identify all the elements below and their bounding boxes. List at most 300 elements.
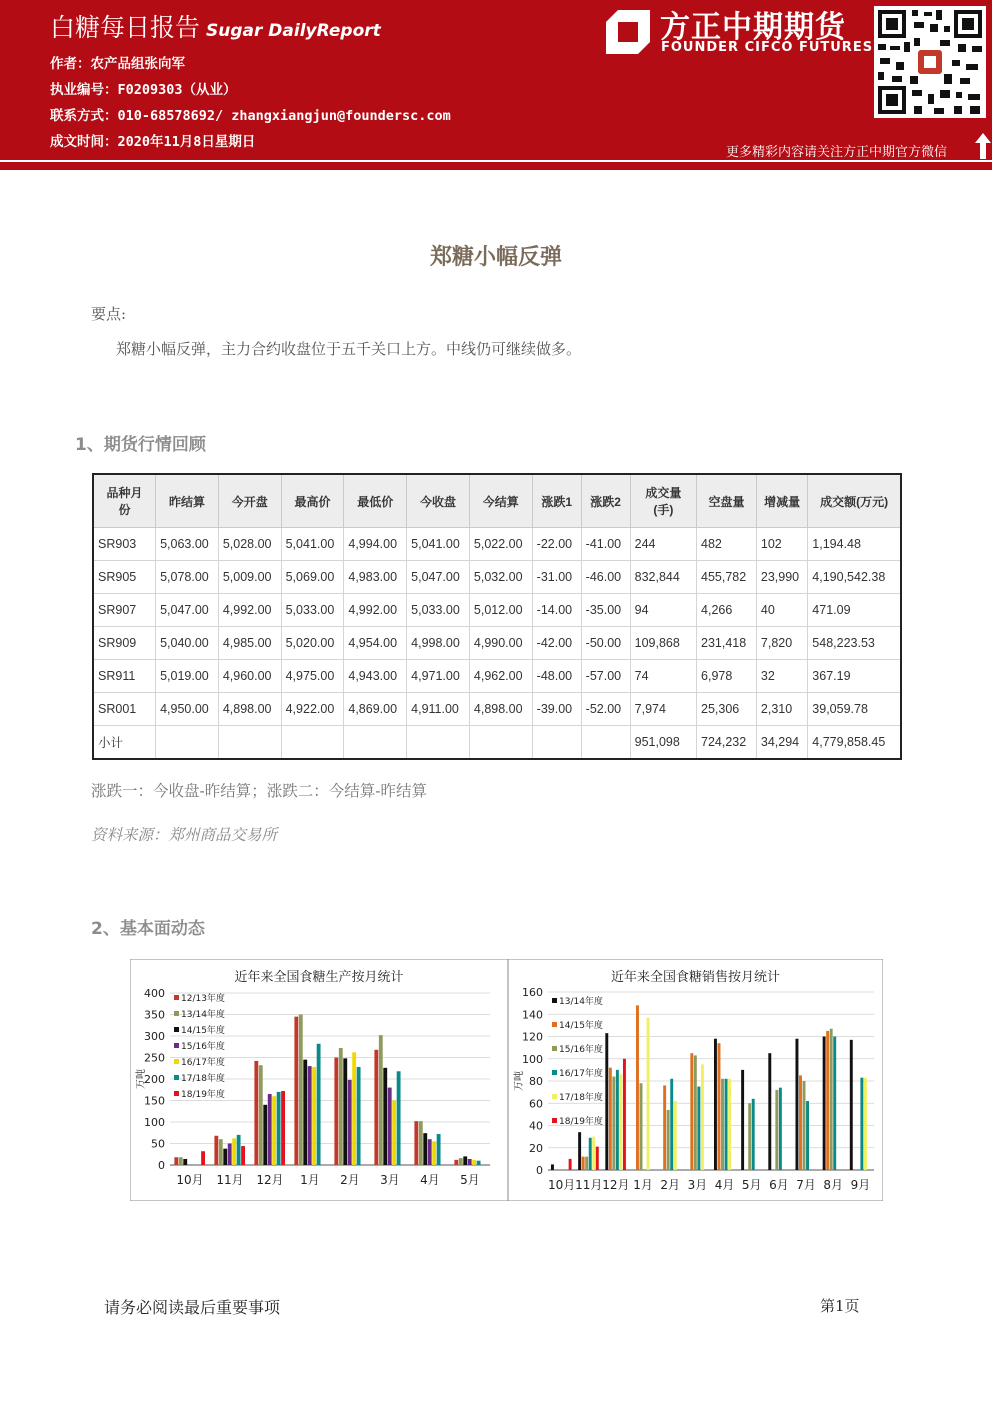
table-cell: -22.00	[532, 528, 581, 561]
table-cell: 471.09	[808, 594, 901, 627]
bar-12月-12/13年度	[254, 1061, 258, 1165]
bar-3月-14/15年度	[690, 1053, 693, 1170]
legend-swatch	[174, 1027, 179, 1032]
table-cell: 5,047.00	[156, 594, 219, 627]
table-row	[93, 660, 901, 693]
table-cell: 5,020.00	[281, 627, 344, 660]
table-cell: 4,898.00	[218, 693, 281, 726]
bar-3月-16/17年度	[697, 1087, 700, 1170]
bar-2月-16/17年度	[352, 1052, 356, 1165]
header-underline	[0, 162, 992, 170]
legend-swatch	[552, 1046, 557, 1051]
x-tick-label: 11月	[575, 1178, 603, 1192]
col-header-volume: 成交量 (手)	[630, 474, 696, 528]
table-cell: 548,223.53	[808, 627, 901, 660]
bar-12月-13/14年度	[259, 1065, 263, 1165]
table-cell: -14.00	[532, 594, 581, 627]
col-header-settle: 今结算	[469, 474, 532, 528]
col-header-turnover: 成交额(万元)	[808, 474, 901, 528]
bar-3月-17/18年度	[397, 1071, 401, 1165]
legend-swatch	[552, 1022, 557, 1027]
bar-11月-13/14年度	[219, 1139, 223, 1165]
x-tick-label: 2月	[660, 1178, 681, 1192]
bar-1月-14/15年度	[636, 1005, 639, 1170]
table-cell: 39,059.78	[808, 693, 901, 726]
bar-12月-17/18年度	[277, 1092, 281, 1165]
y-axis-label: 万吨	[136, 1069, 147, 1089]
company-name-cn: 方正中期期货	[660, 10, 846, 45]
x-tick-label: 2月	[340, 1173, 360, 1187]
bar-4月-15/16年度	[721, 1079, 724, 1170]
bar-1月-12/13年度	[294, 1017, 298, 1165]
bar-12月-15/16年度	[612, 1077, 615, 1170]
y-tick-label: 100	[522, 1052, 543, 1066]
arrow-up-icon	[975, 133, 991, 159]
bar-6月-16/17年度	[779, 1088, 782, 1170]
table-cell: 482	[697, 528, 757, 561]
table-cell: 25,306	[697, 693, 757, 726]
bar-4月-14/15年度	[423, 1133, 427, 1165]
x-tick-label: 4月	[714, 1178, 735, 1192]
col-header-oi-change: 增减量	[756, 474, 807, 528]
table-cell: 74	[630, 660, 696, 693]
table-cell: 5,009.00	[218, 561, 281, 594]
chart-title: 近年来全国食糖销售按月统计	[610, 970, 781, 985]
bar-12月-17/18年度	[619, 1074, 622, 1170]
bar-3月-15/16年度	[388, 1088, 392, 1165]
bar-1月-17/18年度	[647, 1018, 650, 1170]
x-tick-label: 1月	[300, 1173, 320, 1187]
bar-2月-14/15年度	[663, 1085, 666, 1170]
table-cell: 4,990.00	[469, 627, 532, 660]
bar-4月-13/14年度	[419, 1121, 423, 1165]
section-futures-review-title: 1、期货行情回顾	[75, 435, 206, 455]
table-cell: 5,028.00	[218, 528, 281, 561]
bar-2月-14/15年度	[343, 1058, 347, 1165]
table-cell: 4,922.00	[281, 693, 344, 726]
table-cell: SR001	[93, 693, 156, 726]
table-cell: 4,994.00	[344, 528, 407, 561]
bar-2月-15/16年度	[348, 1080, 352, 1165]
y-tick-label: 50	[151, 1137, 165, 1151]
bar-10月-13/14年度	[551, 1164, 554, 1170]
bar-7月-16/17年度	[806, 1101, 809, 1170]
table-cell: 4,950.00	[156, 693, 219, 726]
table-cell: 4,266	[697, 594, 757, 627]
bar-12月-18/19年度	[623, 1059, 626, 1170]
table-cell: 4,971.00	[407, 660, 470, 693]
bar-11月-14/15年度	[223, 1149, 227, 1165]
table-cell: 4,962.00	[469, 660, 532, 693]
y-axis-label: 万吨	[514, 1071, 525, 1091]
col-header-change2: 涨跌2	[581, 474, 630, 528]
bar-5月-13/14年度	[741, 1070, 744, 1170]
bar-2月-17/18年度	[357, 1067, 361, 1165]
company-name-en: FOUNDER CIFCO FUTURES	[661, 40, 874, 55]
bar-2月-13/14年度	[339, 1048, 343, 1165]
key-points-label: 要点:	[91, 305, 127, 323]
table-cell: 4,998.00	[407, 627, 470, 660]
col-header-high: 最高价	[281, 474, 344, 528]
bar-4月-17/18年度	[728, 1079, 731, 1170]
legend-swatch	[552, 1094, 557, 1099]
bar-2月-17/18年度	[674, 1101, 677, 1170]
bar-2月-16/17年度	[670, 1079, 673, 1170]
bar-5月-13/14年度	[459, 1158, 463, 1165]
y-tick-label: 140	[522, 1008, 543, 1022]
bar-5月-14/15年度	[463, 1156, 467, 1165]
table-row	[93, 561, 901, 594]
legend-swatch	[174, 1011, 179, 1016]
table-cell: 4,975.00	[281, 660, 344, 693]
x-tick-label: 3月	[380, 1173, 400, 1187]
col-header-open-interest: 空盘量	[697, 474, 757, 528]
table-cell: 5,047.00	[407, 561, 470, 594]
table-cell: 2,310	[756, 693, 807, 726]
table-cell: 5,041.00	[407, 528, 470, 561]
table-cell: 5,078.00	[156, 561, 219, 594]
legend-entry: 15/16年度	[181, 1042, 225, 1052]
bar-11月-17/18年度	[237, 1135, 241, 1165]
bar-9月-17/18年度	[864, 1078, 867, 1170]
table-cell: 5,033.00	[281, 594, 344, 627]
bar-11月-18/19年度	[241, 1146, 245, 1165]
x-tick-label: 6月	[769, 1178, 789, 1192]
bar-11月-16/17年度	[232, 1138, 236, 1165]
bar-7月-15/16年度	[803, 1081, 806, 1170]
bar-12月-15/16年度	[268, 1094, 272, 1165]
bar-9月-13/14年度	[850, 1040, 853, 1170]
table-cell: -57.00	[581, 660, 630, 693]
y-tick-label: 0	[536, 1164, 543, 1177]
table-cell	[581, 726, 630, 760]
table-cell: 951,098	[630, 726, 696, 760]
table-cell: 5,019.00	[156, 660, 219, 693]
footer-notice: 请务必阅读最后重要事项	[104, 1298, 281, 1317]
data-source-note: 资料来源：郑州商品交易所	[91, 826, 278, 844]
table-cell: 4,943.00	[344, 660, 407, 693]
table-cell: SR909	[93, 627, 156, 660]
sugar-production-chart	[130, 959, 508, 1201]
bar-5月-16/17年度	[752, 1099, 755, 1170]
bar-4月-14/15年度	[718, 1043, 721, 1170]
bar-5月-15/16年度	[748, 1103, 751, 1170]
y-tick-label: 200	[144, 1073, 165, 1086]
x-tick-label: 1月	[633, 1178, 653, 1192]
bar-2月-12/13年度	[334, 1058, 338, 1166]
table-cell: 4,869.00	[344, 693, 407, 726]
legend-entry: 15/16年度	[559, 1045, 603, 1055]
bar-12月-13/14年度	[605, 1033, 608, 1170]
x-tick-label: 10月	[176, 1173, 204, 1187]
bar-12月-18/19年度	[281, 1091, 285, 1165]
bar-10月-18/19年度	[569, 1159, 572, 1170]
chart-title: 近年来全国食糖生产按月统计	[234, 970, 404, 985]
futures-quote-table	[92, 473, 902, 760]
table-cell	[407, 726, 470, 760]
bar-6月-13/14年度	[768, 1053, 771, 1170]
table-cell: 5,033.00	[407, 594, 470, 627]
table-cell: 4,992.00	[344, 594, 407, 627]
legend-swatch	[552, 998, 557, 1003]
y-tick-label: 400	[144, 987, 165, 1000]
col-header-change1: 涨跌1	[532, 474, 581, 528]
date-line: 成文时间：2020年11月8日星期日	[50, 134, 256, 150]
bar-10月-14/15年度	[183, 1159, 187, 1165]
bar-11月-18/19年度	[596, 1147, 599, 1170]
table-cell: -52.00	[581, 693, 630, 726]
table-cell: -31.00	[532, 561, 581, 594]
table-cell	[469, 726, 532, 760]
bar-5月-17/18年度	[477, 1161, 481, 1165]
x-tick-label: 12月	[256, 1173, 284, 1187]
table-cell: 4,985.00	[218, 627, 281, 660]
y-tick-label: 150	[144, 1094, 165, 1108]
bar-4月-17/18年度	[437, 1134, 441, 1165]
legend-swatch	[552, 1070, 557, 1075]
table-cell	[344, 726, 407, 760]
y-tick-label: 350	[144, 1008, 165, 1022]
bar-1月-17/18年度	[317, 1044, 321, 1165]
legend-entry: 16/17年度	[181, 1058, 225, 1068]
table-cell: SR911	[93, 660, 156, 693]
table-cell	[218, 726, 281, 760]
y-tick-label: 100	[144, 1116, 165, 1129]
table-cell: 1,194.48	[808, 528, 901, 561]
table-cell: 455,782	[697, 561, 757, 594]
bar-11月-15/16年度	[585, 1157, 588, 1170]
table-cell: 5,032.00	[469, 561, 532, 594]
table-row	[93, 693, 901, 726]
bar-8月-15/16年度	[830, 1029, 833, 1170]
table-cell: 40	[756, 594, 807, 627]
contact-line: 联系方式：010-68578692/ zhangxiangjun@foundersc.com	[50, 108, 451, 124]
table-cell: -50.00	[581, 627, 630, 660]
y-tick-label: 300	[144, 1030, 165, 1043]
table-cell: -35.00	[581, 594, 630, 627]
bar-9月-16/17年度	[860, 1078, 863, 1170]
y-tick-label: 20	[529, 1141, 543, 1155]
legend-swatch	[174, 1059, 179, 1064]
report-title-en: Sugar DailyReport	[206, 21, 381, 41]
table-cell: 7,820	[756, 627, 807, 660]
bar-12月-16/17年度	[616, 1070, 619, 1170]
table-cell: 231,418	[697, 627, 757, 660]
table-cell: 5,022.00	[469, 528, 532, 561]
x-tick-label: 5月	[460, 1173, 480, 1187]
table-cell: 5,041.00	[281, 528, 344, 561]
x-tick-label: 3月	[687, 1178, 708, 1192]
page-number: 第1页	[820, 1297, 860, 1315]
bar-8月-13/14年度	[823, 1037, 826, 1171]
bar-1月-15/16年度	[308, 1066, 312, 1165]
bar-3月-13/14年度	[379, 1035, 383, 1165]
x-tick-label: 11月	[216, 1173, 244, 1187]
table-cell: 4,960.00	[218, 660, 281, 693]
bar-11月-16/17年度	[589, 1138, 592, 1170]
legend-entry: 17/18年度	[559, 1093, 603, 1103]
table-cell: -42.00	[532, 627, 581, 660]
bar-11月-13/14年度	[578, 1132, 581, 1170]
table-cell: 109,868	[630, 627, 696, 660]
table-cell: SR907	[93, 594, 156, 627]
y-tick-label: 0	[158, 1159, 165, 1172]
legend-entry: 16/17年度	[559, 1069, 603, 1079]
bar-5月-12/13年度	[454, 1160, 458, 1165]
table-cell: 4,898.00	[469, 693, 532, 726]
legend-entry: 18/19年度	[181, 1090, 225, 1100]
key-points-text: 郑糖小幅反弹，主力合约收盘位于五千关口上方。中线仍可继续做多。	[116, 340, 582, 358]
bar-4月-15/16年度	[428, 1139, 432, 1165]
y-tick-label: 40	[529, 1119, 543, 1133]
y-tick-label: 60	[529, 1097, 543, 1111]
table-cell: SR903	[93, 528, 156, 561]
table-cell: 小计	[93, 726, 156, 760]
bar-1月-14/15年度	[303, 1060, 307, 1165]
bar-7月-14/15年度	[799, 1075, 802, 1170]
bar-1月-13/14年度	[299, 1015, 303, 1166]
legend-swatch	[174, 995, 179, 1000]
table-cell: 102	[756, 528, 807, 561]
bar-5月-15/16年度	[468, 1159, 472, 1165]
table-cell: -46.00	[581, 561, 630, 594]
table-cell: 34,294	[756, 726, 807, 760]
bar-8月-14/15年度	[826, 1031, 829, 1170]
table-cell: 4,992.00	[218, 594, 281, 627]
x-tick-label: 12月	[602, 1178, 630, 1192]
table-cell: 4,779,858.45	[808, 726, 901, 760]
table-cell: -41.00	[581, 528, 630, 561]
table-cell: 94	[630, 594, 696, 627]
table-cell: 832,844	[630, 561, 696, 594]
table-cell: 4,911.00	[407, 693, 470, 726]
sugar-sales-chart	[508, 959, 883, 1201]
change-definition-note: 涨跌一：今收盘-昨结算；涨跌二：今结算-昨结算	[91, 782, 427, 800]
table-cell	[532, 726, 581, 760]
col-header-prev-settle: 昨结算	[156, 474, 219, 528]
table-cell: 6,978	[697, 660, 757, 693]
table-cell: 5,012.00	[469, 594, 532, 627]
company-logo-icon	[604, 8, 652, 56]
bar-4月-16/17年度	[725, 1079, 728, 1170]
table-cell: 23,990	[756, 561, 807, 594]
bar-7月-13/14年度	[795, 1039, 798, 1170]
legend-entry: 13/14年度	[559, 997, 603, 1007]
table-cell	[156, 726, 219, 760]
y-tick-label: 160	[522, 986, 543, 999]
table-cell: -48.00	[532, 660, 581, 693]
col-header-low: 最低价	[344, 474, 407, 528]
follow-wechat-text: 更多精彩内容请关注方正中期官方微信	[726, 145, 948, 160]
table-cell: SR905	[93, 561, 156, 594]
bar-11月-17/18年度	[592, 1137, 595, 1170]
document-title: 郑糖小幅反弹	[429, 245, 562, 270]
bar-3月-17/18年度	[701, 1064, 704, 1170]
x-tick-label: 4月	[420, 1173, 440, 1187]
bar-12月-14/15年度	[609, 1068, 612, 1170]
bar-11月-14/15年度	[582, 1157, 585, 1170]
table-cell: 4,983.00	[344, 561, 407, 594]
table-cell: 367.19	[808, 660, 901, 693]
bar-8月-16/17年度	[833, 1037, 836, 1171]
bar-11月-12/13年度	[214, 1136, 218, 1165]
legend-entry: 18/19年度	[559, 1117, 603, 1127]
y-tick-label: 120	[522, 1030, 543, 1044]
bar-4月-12/13年度	[414, 1121, 418, 1165]
table-cell: 7,974	[630, 693, 696, 726]
table-cell: 5,040.00	[156, 627, 219, 660]
col-header-close: 今收盘	[407, 474, 470, 528]
y-tick-label: 80	[529, 1075, 543, 1088]
section-fundamentals-title: 2、基本面动态	[91, 919, 205, 939]
legend-swatch	[174, 1091, 179, 1096]
bar-5月-16/17年度	[472, 1160, 476, 1165]
legend-entry: 14/15年度	[559, 1021, 603, 1031]
report-title	[50, 8, 381, 44]
table-row	[93, 726, 901, 760]
x-tick-label: 7月	[796, 1178, 816, 1192]
bar-12月-16/17年度	[272, 1096, 276, 1165]
table-cell: 5,063.00	[156, 528, 219, 561]
bar-3月-15/16年度	[694, 1055, 697, 1170]
bar-4月-16/17年度	[432, 1141, 436, 1165]
bar-10月-12/13年度	[174, 1157, 178, 1165]
y-tick-label: 250	[144, 1051, 165, 1065]
bar-3月-16/17年度	[392, 1101, 396, 1166]
table-cell: 4,954.00	[344, 627, 407, 660]
license-line: 执业编号：F0209303（从业）	[50, 82, 237, 98]
bar-10月-18/19年度	[201, 1151, 205, 1165]
col-header-open: 今开盘	[218, 474, 281, 528]
table-cell: 5,069.00	[281, 561, 344, 594]
table-cell: -39.00	[532, 693, 581, 726]
table-cell: 4,190,542.38	[808, 561, 901, 594]
x-tick-label: 8月	[823, 1178, 844, 1192]
x-tick-label: 5月	[741, 1178, 762, 1192]
bar-1月-15/16年度	[640, 1083, 643, 1170]
bar-1月-16/17年度	[312, 1067, 316, 1165]
report-title-cn: 白糖每日报告	[50, 13, 201, 42]
legend-entry: 12/13年度	[181, 994, 225, 1004]
bar-3月-14/15年度	[383, 1068, 387, 1165]
wechat-qr-code-icon[interactable]	[874, 6, 986, 118]
legend-swatch	[174, 1043, 179, 1048]
legend-entry: 17/18年度	[181, 1074, 225, 1084]
x-tick-label: 9月	[850, 1178, 871, 1192]
table-cell: 244	[630, 528, 696, 561]
table-header-row	[93, 474, 901, 528]
table-row	[93, 528, 901, 561]
table-row	[93, 627, 901, 660]
table-row	[93, 594, 901, 627]
col-header-contract: 品种月 份	[93, 474, 156, 528]
legend-entry: 13/14年度	[181, 1010, 225, 1020]
bar-10月-13/14年度	[179, 1157, 183, 1165]
table-cell: 32	[756, 660, 807, 693]
bar-6月-15/16年度	[775, 1090, 778, 1170]
legend-swatch	[174, 1075, 179, 1080]
bar-4月-13/14年度	[714, 1039, 717, 1170]
bar-2月-15/16年度	[667, 1110, 670, 1170]
author-line: 作者：农产品组张向军	[50, 56, 185, 72]
legend-swatch	[552, 1118, 557, 1123]
bar-12月-14/15年度	[263, 1105, 267, 1165]
bar-3月-12/13年度	[374, 1050, 378, 1165]
x-tick-label: 10月	[547, 1178, 576, 1192]
table-cell: 724,232	[697, 726, 757, 760]
bar-11月-15/16年度	[228, 1144, 232, 1166]
legend-entry: 14/15年度	[181, 1026, 225, 1036]
